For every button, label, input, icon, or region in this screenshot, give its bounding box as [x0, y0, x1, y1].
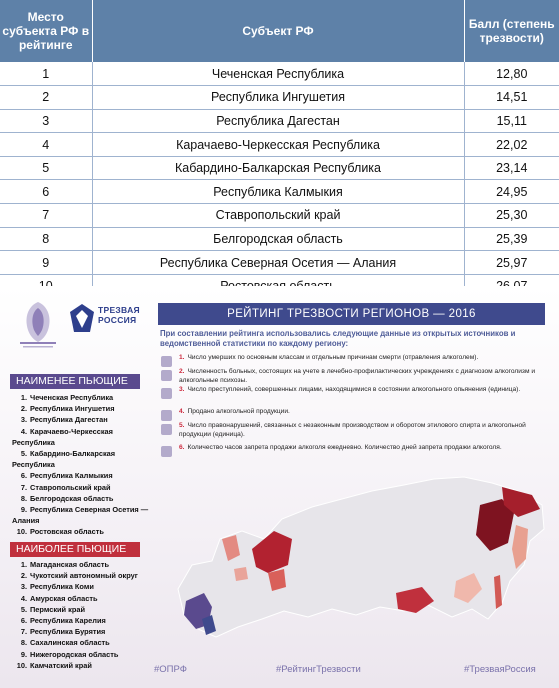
place-cell: 2 [0, 86, 92, 110]
criterion-item [160, 386, 545, 406]
criterion-item [160, 444, 545, 464]
list-item-label: Карачаево-Черкесская Республика [12, 426, 113, 447]
sober-russia-logo-text: ТРЕЗВАЯ РОССИЯ [98, 305, 140, 325]
score-cell: 15,11 [464, 109, 559, 133]
list-item-label: Республика Калмыкия [30, 471, 113, 481]
score-cell: 22,02 [464, 133, 559, 157]
subject-cell: Белгородская область [92, 227, 464, 251]
list-item-label: Республика Северная Осетия — Алания [12, 505, 149, 526]
score-cell: 14,51 [464, 86, 559, 110]
criterion-icon [160, 409, 173, 422]
subject-cell: Карачаево-Черкесская Республика [92, 133, 464, 157]
hashtag-rating: #РейтингТрезвости [276, 664, 361, 675]
criterion-number: 3. [179, 386, 185, 393]
criterion-label: Число правонарушений, связанных с незаконным производством и оборотом этилового спирта и алкогольной продукции (единица). [179, 422, 526, 438]
list-item-label: Чеченская Республика [30, 393, 114, 402]
list-item: 1. Магаданская область [20, 560, 110, 569]
place-cell: 8 [0, 227, 92, 251]
subject-cell: Кабардино-Балкарская Республика [92, 156, 464, 180]
list-item-label: Пермский край [30, 604, 86, 614]
table-row [0, 227, 559, 251]
table-row [0, 109, 559, 133]
list-item-label: Ростовская область [30, 527, 104, 537]
list-item-label: Кабардино-Балкарская Республика [12, 449, 116, 470]
list-item: 3. Республика Коми [20, 582, 94, 592]
place-cell: 1 [0, 62, 92, 86]
criterion-number: 1. [179, 354, 185, 361]
criterion-label: Численность больных, состоящих на учете в лечебно-профилактических учреждениях с диагнозом алкоголизм и алкогольные психозы. [179, 368, 536, 384]
list-item: 3. Республика Дагестан [20, 415, 108, 425]
score-cell: 25,97 [464, 251, 559, 275]
subject-cell: Республика Калмыкия [92, 180, 464, 204]
criterion-number: 6. [179, 444, 185, 451]
list-item: 6. Республика Калмыкия [20, 471, 113, 481]
russia-map [172, 469, 552, 649]
subject-cell: Республика Ингушетия [92, 86, 464, 110]
list-item-label: Сахалинская область [30, 638, 110, 648]
criterion-number: 4. [179, 408, 185, 415]
criterion-icon [160, 423, 173, 436]
map-region-nizhny [234, 567, 248, 581]
list-item-label: Республика Бурятия [30, 627, 106, 637]
least-drinking-list [12, 392, 152, 538]
criterion-text [179, 444, 539, 453]
rating-table [0, 0, 559, 299]
criterion-icon [160, 355, 173, 368]
place-cell: 7 [0, 204, 92, 228]
hashtag-oprf: #ОПРФ [154, 664, 187, 675]
list-item: 7. Ставропольский край [20, 482, 111, 492]
list-item-label: Амурская область [30, 593, 98, 603]
place-cell: 5 [0, 156, 92, 180]
subject-header: Субъект РФ [92, 0, 464, 62]
list-item: 9. Республика Северная Осетия — Алания [12, 505, 149, 526]
criterion-icon [160, 369, 173, 382]
list-item-label: Чукотский автономный округ [30, 571, 138, 581]
criterion-icon [160, 387, 173, 400]
score-cell: 24,95 [464, 180, 559, 204]
place-cell: 9 [0, 251, 92, 275]
list-item: 1. Чеченская Республика [20, 393, 114, 402]
table-row [0, 156, 559, 180]
criterion-number: 2. [179, 368, 185, 375]
least-drinking-header: НАИМЕНЕЕ ПЬЮЩИЕ [10, 374, 140, 389]
score-cell: 25,30 [464, 204, 559, 228]
list-item: 10. Ростовская область [16, 527, 104, 537]
criterion-label: Продано алкогольной продукции. [187, 408, 290, 415]
place-header: Место субъекта РФ в рейтинге [0, 0, 92, 62]
criterion-text [179, 354, 539, 363]
table-row [0, 62, 559, 86]
criterion-item [160, 422, 545, 442]
criterion-text [179, 386, 539, 395]
subject-cell: Чеченская Республика [92, 62, 464, 86]
list-item-label: Ставропольский край [30, 482, 111, 492]
criterion-label: Число умерших по основным классам и отдельным причинам смерти (отравления алкоголем). [187, 354, 479, 361]
sober-russia-logo [68, 302, 160, 336]
list-item: 10. Камчатский край [16, 660, 92, 670]
most-drinking-header: НАИБОЛЕЕ ПЬЮЩИЕ [10, 542, 140, 557]
criterion-text [179, 368, 539, 385]
list-item: 8. Белгородская область [20, 493, 114, 503]
list-item: 2. Чукотский автономный округ [20, 571, 138, 581]
criterion-label: Количество часов запрета продажи алкоголя ежедневно. Количество дней запрета продажи алкоголя. [187, 444, 502, 451]
table-row [0, 86, 559, 110]
list-item: 4. Амурская область [20, 593, 98, 603]
infographic [0, 286, 559, 688]
list-item: 5. Кабардино-Балкарская Республика [12, 449, 116, 470]
list-item-label: Камчатский край [30, 660, 92, 670]
rating-banner: РЕЙТИНГ ТРЕЗВОСТИ РЕГИОНОВ — 2016 [158, 303, 545, 325]
table-header-row [0, 0, 559, 62]
list-item-label: Нижегородская область [30, 649, 119, 659]
list-item-label: Республика Дагестан [30, 415, 108, 425]
table-row [0, 204, 559, 228]
score-cell: 12,80 [464, 62, 559, 86]
criterion-icon [160, 445, 173, 458]
list-item: 8. Сахалинская область [20, 638, 110, 648]
intro-text: При составлении рейтинга использовались следующие данные из открытых источников и ведомственной статистики по каждому региону: [160, 329, 516, 348]
table-row [0, 251, 559, 275]
sober-russia-icon [68, 302, 96, 334]
list-item: 6. Республика Карелия [20, 616, 106, 626]
list-item: 5. Пермский край [20, 604, 86, 614]
most-drinking-list [12, 559, 152, 671]
place-cell: 4 [0, 133, 92, 157]
list-item-label: Белгородская область [30, 493, 114, 503]
subject-cell: Ставропольский край [92, 204, 464, 228]
list-item-label: Магаданская область [30, 560, 110, 569]
criterion-label: Число преступлений, совершенных лицами, находящимися в состоянии алкогольного опьянения (единица). [187, 386, 521, 393]
list-item: 9. Нижегородская область [20, 649, 119, 659]
score-header: Балл (степень трезвости) [464, 0, 559, 62]
list-item: 4. Карачаево-Черкесская Республика [12, 426, 113, 447]
criterion-text [179, 422, 539, 439]
place-cell: 6 [0, 180, 92, 204]
hashtag-sober-russia: #ТрезваяРоссия [464, 664, 536, 675]
criterion-number: 5. [179, 422, 185, 429]
subject-cell: Республика Дагестан [92, 109, 464, 133]
criterion-item [160, 368, 545, 388]
table-row [0, 180, 559, 204]
list-item: 2. Республика Ингушетия [20, 404, 115, 414]
subject-cell: Республика Северная Осетия — Алания [92, 251, 464, 275]
score-cell: 23,14 [464, 156, 559, 180]
table-row [0, 133, 559, 157]
public-chamber-logo [14, 296, 62, 350]
score-cell: 25,39 [464, 227, 559, 251]
list-item: 7. Республика Бурятия [20, 627, 106, 637]
criterion-text [179, 408, 539, 417]
list-item-label: Республика Ингушетия [30, 404, 115, 414]
place-cell: 3 [0, 109, 92, 133]
list-item-label: Республика Карелия [30, 616, 106, 626]
list-item-label: Республика Коми [30, 582, 94, 592]
rating-table-section [0, 0, 559, 299]
